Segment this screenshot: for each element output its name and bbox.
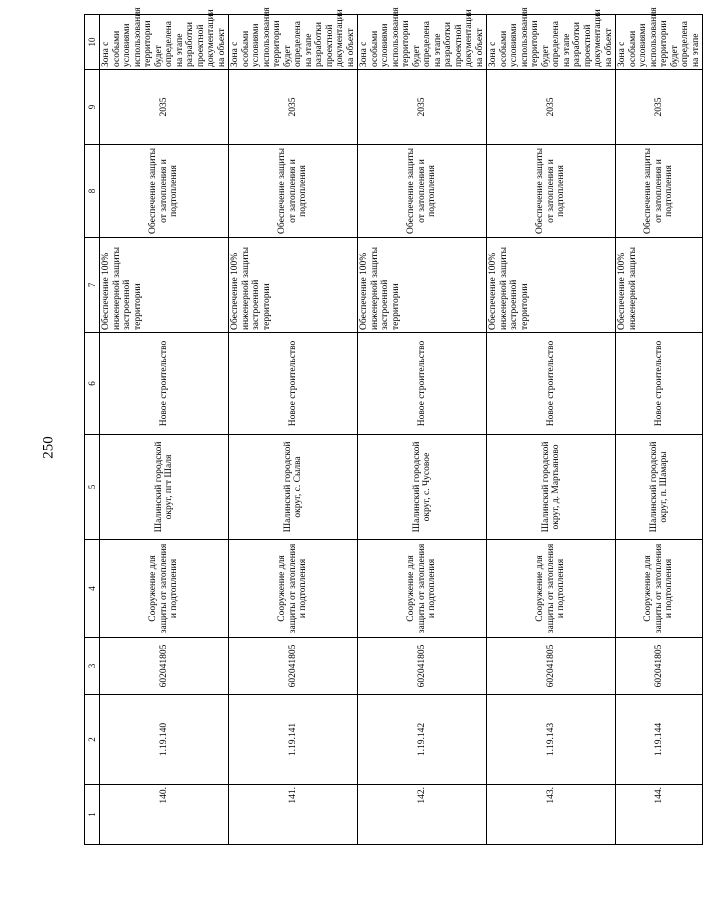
row-number: 142. bbox=[358, 785, 487, 845]
column-header: 7 bbox=[85, 238, 100, 333]
table-row bbox=[487, 15, 616, 845]
protection-zone: Зона с особыми условиями использования территории будет определена на этапе bbox=[616, 15, 703, 70]
completion-year: 2035 bbox=[100, 70, 229, 145]
object-code: 1.19.141 bbox=[229, 695, 358, 785]
column-header: 6 bbox=[85, 333, 100, 435]
construction-type: Новое строительство bbox=[229, 333, 358, 435]
column-header: 4 bbox=[85, 540, 100, 638]
table-row bbox=[100, 15, 229, 845]
column-header: 1 bbox=[85, 785, 100, 845]
protection-zone: Зона с особыми условиями использования территории будет определена на этапе разработки проектной документации на объект bbox=[358, 15, 487, 70]
completion-year: 2035 bbox=[358, 70, 487, 145]
completion-year: 2035 bbox=[616, 70, 703, 145]
page-number: 250 bbox=[40, 436, 57, 459]
object-function: Обеспечение защиты от затопления и подтопления bbox=[616, 145, 703, 238]
object-id: 602041805 bbox=[616, 638, 703, 695]
construction-type: Новое строительство bbox=[100, 333, 229, 435]
object-location: Шалинский городской округ, с. Чусовое bbox=[358, 435, 487, 540]
completion-year: 2035 bbox=[229, 70, 358, 145]
column-header: 2 bbox=[85, 695, 100, 785]
object-code: 1.19.143 bbox=[487, 695, 616, 785]
object-name: Сооружение для защиты от затопления и подтопления bbox=[229, 540, 358, 638]
row-number: 141. bbox=[229, 785, 358, 845]
object-code: 1.19.140 bbox=[100, 695, 229, 785]
table-row bbox=[229, 15, 358, 845]
column-header: 8 bbox=[85, 145, 100, 238]
object-purpose: Обеспечение 100% инженерной защиты застроенной территории bbox=[229, 238, 358, 333]
table-row bbox=[616, 15, 703, 845]
column-number-row bbox=[85, 15, 100, 845]
completion-year: 2035 bbox=[487, 70, 616, 145]
table-row bbox=[358, 15, 487, 845]
protection-zone: Зона с особыми условиями использования территории будет определена на этапе разработки проектной документации на объект bbox=[229, 15, 358, 70]
object-code: 1.19.142 bbox=[358, 695, 487, 785]
object-id: 602041805 bbox=[358, 638, 487, 695]
construction-type: Новое строительство bbox=[358, 333, 487, 435]
table-container bbox=[84, 7, 701, 845]
column-header: 9 bbox=[85, 70, 100, 145]
object-purpose: Обеспечение 100% инженерной защиты bbox=[616, 238, 703, 333]
construction-type: Новое строительство bbox=[616, 333, 703, 435]
object-location: Шалинский городской округ, с. Сылва bbox=[229, 435, 358, 540]
object-id: 602041805 bbox=[100, 638, 229, 695]
object-location: Шалинский городской округ, пгт Шаля bbox=[100, 435, 229, 540]
column-header: 5 bbox=[85, 435, 100, 540]
object-location: Шалинский городской округ, д. Мартьяново bbox=[487, 435, 616, 540]
object-name: Сооружение для защиты от затопления и подтопления bbox=[487, 540, 616, 638]
protection-zone: Зона с особыми условиями использования территории будет определена на этапе разработки проектной документации на объект bbox=[100, 15, 229, 70]
object-id: 602041805 bbox=[229, 638, 358, 695]
object-name: Сооружение для защиты от затопления и подтопления bbox=[358, 540, 487, 638]
object-function: Обеспечение защиты от затопления и подтопления bbox=[100, 145, 229, 238]
object-location: Шалинский городской округ, п. Шамары bbox=[616, 435, 703, 540]
objects-table bbox=[84, 7, 703, 845]
object-function: Обеспечение защиты от затопления и подтопления bbox=[229, 145, 358, 238]
object-id: 602041805 bbox=[487, 638, 616, 695]
object-name: Сооружение для защиты от затопления и подтопления bbox=[100, 540, 229, 638]
construction-type: Новое строительство bbox=[487, 333, 616, 435]
object-purpose: Обеспечение 100% инженерной защиты застроенной территории bbox=[358, 238, 487, 333]
column-header: 10 bbox=[85, 15, 100, 70]
object-function: Обеспечение защиты от затопления и подтопления bbox=[358, 145, 487, 238]
object-function: Обеспечение защиты от затопления и подтопления bbox=[487, 145, 616, 238]
object-purpose: Обеспечение 100% инженерной защиты застроенной территории bbox=[487, 238, 616, 333]
row-number: 144. bbox=[616, 785, 703, 845]
object-name: Сооружение для защиты от затопления и подтопления bbox=[616, 540, 703, 638]
object-purpose: Обеспечение 100% инженерной защиты застроенной территории bbox=[100, 238, 229, 333]
row-number: 140. bbox=[100, 785, 229, 845]
column-header: 3 bbox=[85, 638, 100, 695]
row-number: 143. bbox=[487, 785, 616, 845]
protection-zone: Зона с особыми условиями использования территории будет определена на этапе разработки проектной документации на объект bbox=[487, 15, 616, 70]
object-code: 1.19.144 bbox=[616, 695, 703, 785]
